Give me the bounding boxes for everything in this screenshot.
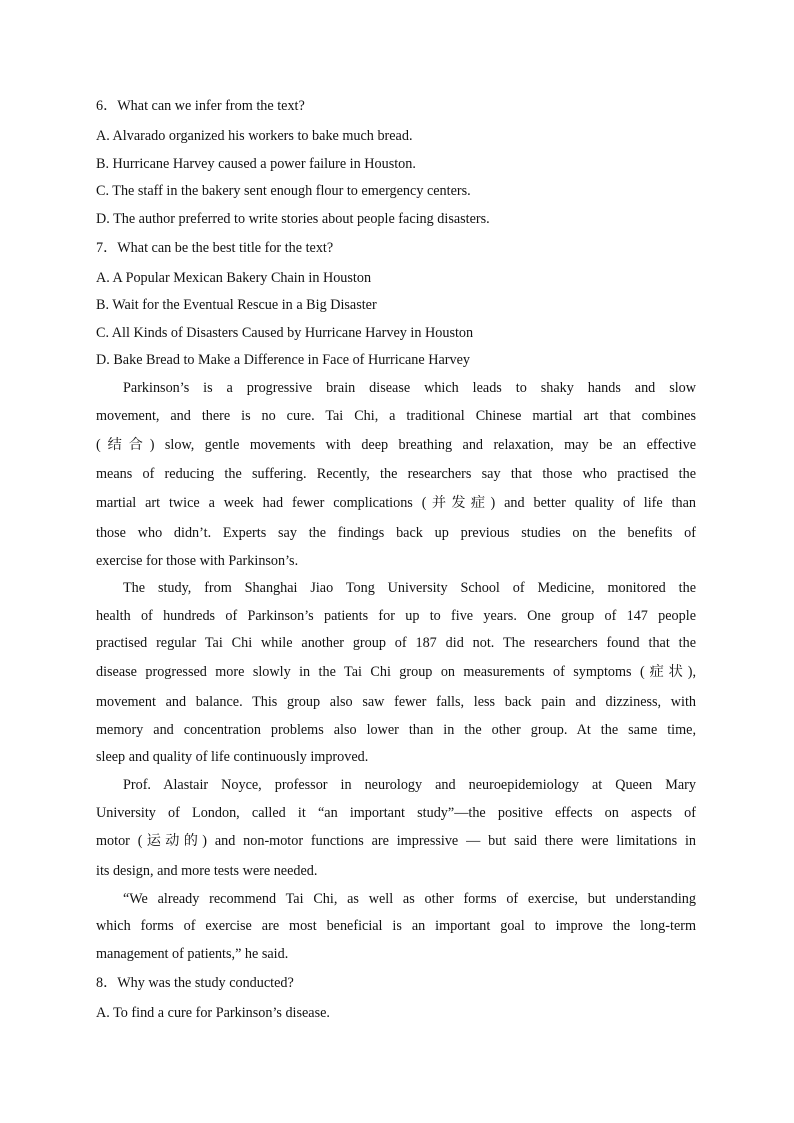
passage-p3-line: University of London, called it “an important study”—the positive effects on aspects of	[96, 805, 696, 821]
question-6-option-a: A. Alvarado organized his workers to bake much bread.	[96, 128, 413, 144]
question-7-option-c: C. All Kinds of Disasters Caused by Hurricane Harvey in Houston	[96, 325, 474, 341]
passage-p4-line: management of patients,” he said.	[96, 946, 289, 962]
question-6-option-d: D. The author preferred to write stories about people facing disasters.	[96, 211, 490, 227]
question-6-option-b: B. Hurricane Harvey caused a power failure in Houston.	[96, 156, 416, 172]
passage-p3-line: Prof. Alastair Noyce, professor in neurology and neuroepidemiology at Queen Mary	[123, 777, 696, 793]
passage-p3-line: motor (运动的) and non-motor functions are impressive — but said there were limitations in	[96, 833, 696, 849]
question-7-option-b: B. Wait for the Eventual Rescue in a Big Disaster	[96, 297, 377, 313]
question-6-stem: 6．What can we infer from the text?	[96, 98, 305, 114]
question-7-option-a: A. A Popular Mexican Bakery Chain in Houston	[96, 270, 372, 286]
question-8-stem: 8．Why was the study conducted?	[96, 975, 294, 991]
passage-p2-line: health of hundreds of Parkinson’s patients for up to five years. One group of 147 people	[96, 608, 696, 624]
passage-p1-line: exercise for those with Parkinson’s.	[96, 553, 299, 569]
passage-p4-line: “We already recommend Tai Chi, as well as other forms of exercise, but understanding	[123, 891, 696, 907]
question-6-option-c: C. The staff in the bakery sent enough flour to emergency centers.	[96, 183, 471, 199]
passage-p2-line: sleep and quality of life continuously improved.	[96, 749, 369, 765]
passage-p2-line: memory and concentration problems also lower than in the other group. At the same time,	[96, 722, 696, 738]
passage-p1-line: Parkinson’s is a progressive brain disease which leads to shaky hands and slow	[123, 380, 696, 396]
passage-p1-line: means of reducing the suffering. Recently, the researchers say that those who practised the	[96, 466, 696, 482]
passage-p4-line: which forms of exercise are most beneficial is an important goal to improve the long-term	[96, 918, 696, 934]
passage-p3-line: its design, and more tests were needed.	[96, 863, 318, 879]
question-7-option-d: D. Bake Bread to Make a Difference in Face of Hurricane Harvey	[96, 352, 470, 368]
passage-p2-line: The study, from Shanghai Jiao Tong University School of Medicine, monitored the	[123, 580, 696, 596]
passage-p1-line: movement, and there is no cure. Tai Chi, a traditional Chinese martial art that combines	[96, 408, 696, 424]
passage-p2-line: disease progressed more slowly in the Tai Chi group on measurements of symptoms (症状),	[96, 664, 696, 680]
passage-p1-line: martial art twice a week had fewer complications (并发症) and better quality of life than	[96, 495, 696, 511]
passage-p2-line: movement and balance. This group also saw fewer falls, less back pain and dizziness, with	[96, 694, 696, 710]
passage-p1-line: those who didn’t. Experts say the findings back up previous studies on the benefits of	[96, 525, 696, 541]
passage-p2-line: practised regular Tai Chi while another group of 187 did not. The researchers found that the	[96, 635, 696, 651]
passage-p1-line: (结合) slow, gentle movements with deep breathing and relaxation, may be an effective	[96, 437, 696, 453]
question-7-stem: 7．What can be the best title for the text?	[96, 240, 334, 256]
question-8-option-a: A. To find a cure for Parkinson’s disease.	[96, 1005, 330, 1021]
